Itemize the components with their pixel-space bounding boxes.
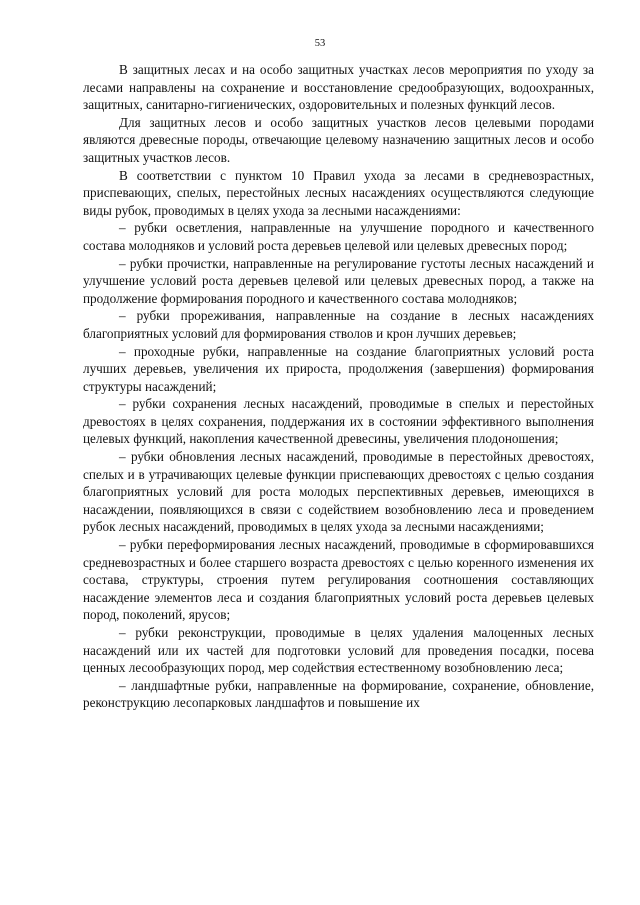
list-item-renewal-cuttings: – рубки обновления лесных насаждений, проводимые в перестойных древостоях, спелых и в утрачивающих целевые функции приспевающих древостоях с целью создания благоприятных условий для роста молодых перспективных деревьев, имеющихся в насаждении, появляющихся в связи с содействием возобновлению леса и проведением рубок лесных насаждений, проводимых в целях ухода за лесными насаждениями; [83,449,594,535]
list-item-thinning-cuttings: – рубки прореживания, направленные на создание в лесных насаждениях благоприятных условий для формирования стволов и крон лучших деревьев; [83,308,594,341]
paragraph-protective-forests-intro: В защитных лесах и на особо защитных участках лесов мероприятия по уходу за лесами направлены на сохранение и восстановление средообразующих, водоохранных, защитных, санитарно-гигиенических, оздоровительных и полезных функций лесов. [83,62,594,113]
list-item-reconstruction-cuttings: – рубки реконструкции, проводимые в целях удаления малоценных лесных насаждений или их частей для подготовки условий для проведения посадки, посева ценных лесообразующих пород, мер содействия естественному возобновлению леса; [83,625,594,676]
list-item-preservation-cuttings: – рубки сохранения лесных насаждений, проводимые в спелых и перестойных древостоях в целях сохранения, поддержания их в состоянии эффективного выполнения целевых функций, накопления качественной древесины, увеличения плодоношения; [83,396,594,447]
list-item-landscape-cuttings: – ландшафтные рубки, направленные на формирование, сохранение, обновление, реконструкцию лесопарковых ландшафтов и повышение их [83,677,594,711]
list-item-reformation-cuttings: – рубки переформирования лесных насаждений, проводимые в сформировавшихся средневозрастных и более старшего возраста древостоях с целью коренного изменения их состава, структуры, строения путем регулирования соотношения составляющих насаждение элементов леса и создания благоприятных условий роста деревьев целевых пород, поколений, ярусов; [83,537,594,623]
list-item-clearing-cuttings: – рубки осветления, направленные на улучшение породного и качественного состава молодняков и условий роста деревьев целевой или целевых древесных пород; [83,220,594,253]
paragraph-target-species: Для защитных лесов и особо защитных участков лесов целевыми породами являются древесные породы, отвечающие целевому назначению защитных лесов и особо защитных участков лесов. [83,114,594,165]
page-number: 53 [314,38,326,49]
page-body-text [83,61,594,712]
list-item-passage-cuttings: – проходные рубки, направленные на создание благоприятных условий роста лучших деревьев, увеличения их прироста, продолжения (завершения) формирования структуры насаждений; [83,343,594,394]
list-item-cleaning-cuttings: – рубки прочистки, направленные на регулирование густоты лесных насаждений и улучшение условий роста деревьев целевой или целевых древесных пород, а также на продолжение формирования породного и качественного состава молодняков; [83,255,594,306]
paragraph-cutting-types-intro: В соответствии с пунктом 10 Правил ухода за лесами в средневозрастных, приспевающих, спелых, перестойных лесных насаждениях осуществляются следующие виды рубок, проводимых в целях ухода за лесными насаждениями: [83,167,594,218]
